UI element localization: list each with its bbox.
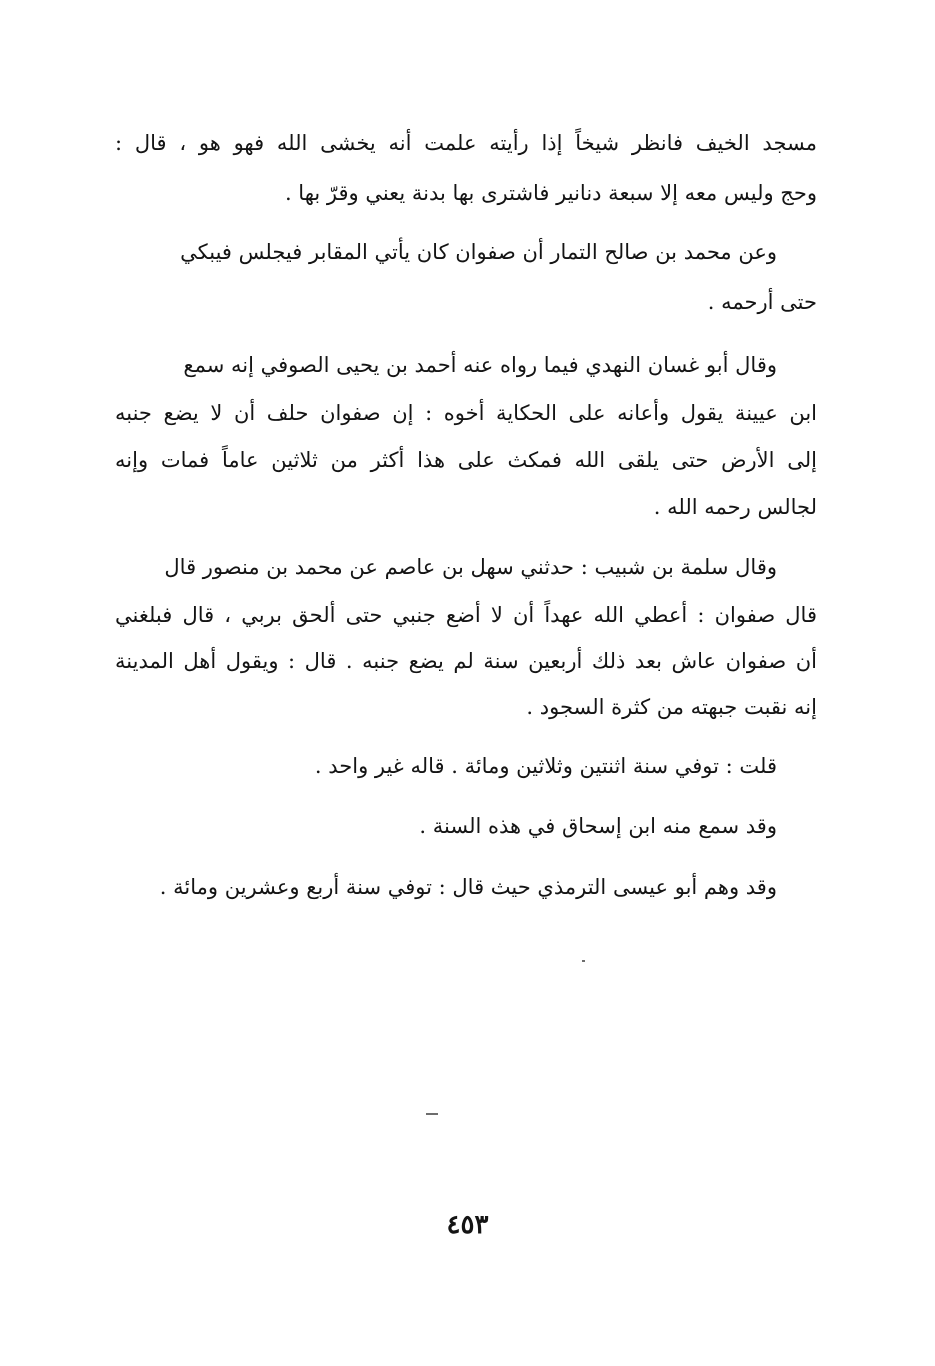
text-line: وقال أبو غسان النهدي فيما رواه عنه أحمد بن يحيى الصوفي إنه سمع — [183, 353, 777, 377]
text-line: أن صفوان عاش بعد ذلك أربعين سنة لم يضع جنبه . قال : ويقول أهل المدينة — [115, 649, 817, 673]
text-line: ابن عيينة يقول وأعانه على الحكاية أخوه : إن صفوان حلف أن لا يضع جنبه — [115, 401, 817, 425]
text-line: حتى أرحمه . — [707, 290, 817, 314]
text-line: لجالس رحمه الله . — [653, 495, 817, 519]
scan-speck — [426, 1113, 438, 1115]
text-line: وحج وليس معه إلا سبعة دنانير فاشترى بها بدنة يعني وقرّ بها . — [284, 181, 817, 205]
text-line: مسجد الخيف فانظر شيخاً إذا رأيته علمت أنه يخشى الله فهو هو ، قال : — [115, 131, 817, 155]
text-line: وقد سمع منه ابن إسحاق في هذه السنة . — [419, 814, 777, 838]
scan-speck — [582, 960, 585, 962]
text-line: قلت : توفي سنة اثنتين وثلاثين ومائة . قاله غير واحد . — [314, 754, 777, 778]
page-number: ٤٥٣ — [446, 1210, 489, 1240]
text-line: إلى الأرض حتى يلقى الله فمكث على هذا أكثر من ثلاثين عاماً فمات وإنه — [115, 448, 817, 472]
text-line: قال صفوان : أعطي الله عهداً أن لا أضع جنبي حتى ألحق بربي ، قال فبلغني — [115, 603, 817, 627]
text-line: وقد وهم أبو عيسى الترمذي حيث قال : توفي سنة أربع وعشرين ومائة . — [159, 875, 777, 899]
text-line: وعن محمد بن صالح التمار أن صفوان كان يأتي المقابر فيجلس فيبكي — [180, 240, 777, 264]
text-line: وقال سلمة بن شبيب : حدثني سهل بن عاصم عن محمد بن منصور قال — [164, 555, 777, 579]
text-line: إنه نقبت جبهته من كثرة السجود . — [526, 695, 817, 719]
